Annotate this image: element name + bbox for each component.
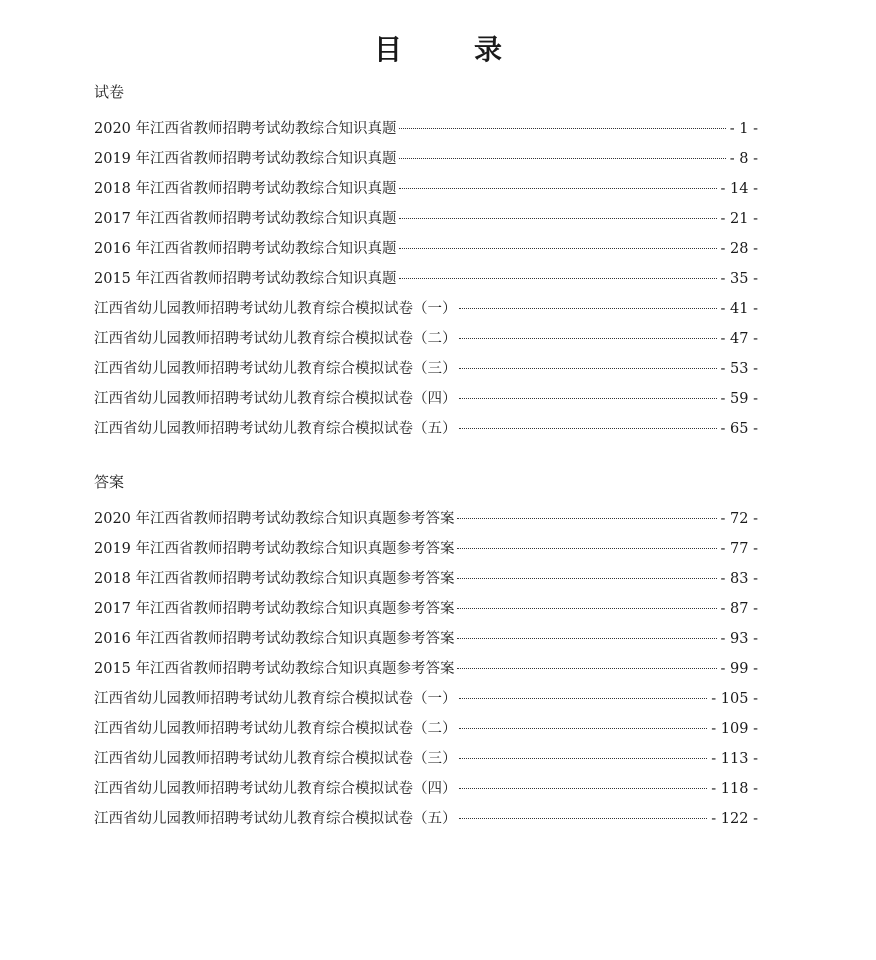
dot-leader xyxy=(399,248,717,249)
toc-page-number: - 59 - xyxy=(720,391,758,407)
toc-entry[interactable] xyxy=(94,564,758,594)
toc-page-number: - 53 - xyxy=(720,361,758,377)
toc-entry-title: 2015 年江西省教师招聘考试幼教综合知识真题 xyxy=(94,271,397,287)
toc-entry[interactable] xyxy=(94,684,758,714)
dot-leader xyxy=(457,548,717,549)
toc-page-number: - 77 - xyxy=(720,541,758,557)
dot-leader xyxy=(459,308,717,309)
toc-entry[interactable] xyxy=(94,174,758,204)
toc-entry[interactable] xyxy=(94,234,758,264)
dot-leader xyxy=(399,218,717,219)
toc-entry[interactable] xyxy=(94,774,758,804)
toc-entry-title: 江西省幼儿园教师招聘考试幼儿教育综合模拟试卷（一） xyxy=(94,301,457,317)
toc-page-number: - 118 - xyxy=(711,781,758,797)
toc-entry[interactable] xyxy=(94,354,758,384)
dot-leader xyxy=(457,608,717,609)
toc-entry-title: 2020 年江西省教师招聘考试幼教综合知识真题 xyxy=(94,121,397,137)
toc-entry-title: 2017 年江西省教师招聘考试幼教综合知识真题参考答案 xyxy=(94,601,455,617)
dot-leader xyxy=(459,368,717,369)
dot-leader xyxy=(457,518,717,519)
toc-entry-title: 2019 年江西省教师招聘考试幼教综合知识真题 xyxy=(94,151,397,167)
toc-entry-title: 江西省幼儿园教师招聘考试幼儿教育综合模拟试卷（二） xyxy=(94,721,457,737)
dot-leader xyxy=(457,638,717,639)
toc-entry[interactable] xyxy=(94,654,758,684)
dot-leader xyxy=(459,818,708,819)
toc-entry[interactable] xyxy=(94,204,758,234)
toc-entry[interactable] xyxy=(94,324,758,354)
dot-leader xyxy=(459,338,717,339)
toc-entry[interactable] xyxy=(94,624,758,654)
toc-entry-title: 2020 年江西省教师招聘考试幼教综合知识真题参考答案 xyxy=(94,511,455,527)
toc-entry-title: 江西省幼儿园教师招聘考试幼儿教育综合模拟试卷（四） xyxy=(94,781,457,797)
toc-page-number: - 93 - xyxy=(720,631,758,647)
toc-page-number: - 1 - xyxy=(729,121,758,137)
toc-page-number: - 28 - xyxy=(720,241,758,257)
toc-entry-title: 江西省幼儿园教师招聘考试幼儿教育综合模拟试卷（一） xyxy=(94,691,457,707)
toc-entry-title: 2016 年江西省教师招聘考试幼教综合知识真题参考答案 xyxy=(94,631,455,647)
toc-entry[interactable] xyxy=(94,594,758,624)
toc-page-number: - 109 - xyxy=(711,721,758,737)
section-heading: 试卷 xyxy=(94,83,125,101)
toc-entry[interactable] xyxy=(94,114,758,144)
toc-entry[interactable] xyxy=(94,744,758,774)
dot-leader xyxy=(459,758,708,759)
toc-entry-title: 江西省幼儿园教师招聘考试幼儿教育综合模拟试卷（二） xyxy=(94,331,457,347)
toc-entry[interactable] xyxy=(94,414,758,444)
toc-page-number: - 21 - xyxy=(720,211,758,227)
toc-entry[interactable] xyxy=(94,534,758,564)
toc-list xyxy=(94,504,758,834)
toc-page-number: - 99 - xyxy=(720,661,758,677)
toc-entry-title: 江西省幼儿园教师招聘考试幼儿教育综合模拟试卷（五） xyxy=(94,421,457,437)
toc-page-number: - 65 - xyxy=(720,421,758,437)
toc-entry-title: 江西省幼儿园教师招聘考试幼儿教育综合模拟试卷（三） xyxy=(94,361,457,377)
dot-leader xyxy=(399,278,717,279)
toc-entry-title: 江西省幼儿园教师招聘考试幼儿教育综合模拟试卷（四） xyxy=(94,391,457,407)
toc-entry-title: 2018 年江西省教师招聘考试幼教综合知识真题参考答案 xyxy=(94,571,455,587)
toc-page-number: - 87 - xyxy=(720,601,758,617)
dot-leader xyxy=(457,668,717,669)
section-heading: 答案 xyxy=(94,473,125,491)
toc-page-number: - 105 - xyxy=(711,691,758,707)
section-papers xyxy=(94,80,758,444)
toc-page-number: - 72 - xyxy=(720,511,758,527)
dot-leader xyxy=(459,698,708,699)
toc-entry-title: 2019 年江西省教师招聘考试幼教综合知识真题参考答案 xyxy=(94,541,455,557)
toc-entry[interactable] xyxy=(94,504,758,534)
toc-page-number: - 47 - xyxy=(720,331,758,347)
toc-page-number: - 35 - xyxy=(720,271,758,287)
dot-leader xyxy=(459,728,708,729)
toc-entry[interactable] xyxy=(94,294,758,324)
toc-page-number: - 14 - xyxy=(720,181,758,197)
dot-leader xyxy=(399,188,717,189)
dot-leader xyxy=(459,428,717,429)
toc-entry[interactable] xyxy=(94,264,758,294)
toc-page-number: - 8 - xyxy=(729,151,758,167)
toc-entry-title: 江西省幼儿园教师招聘考试幼儿教育综合模拟试卷（五） xyxy=(94,811,457,827)
dot-leader xyxy=(399,128,726,129)
toc-entry-title: 2016 年江西省教师招聘考试幼教综合知识真题 xyxy=(94,241,397,257)
dot-leader xyxy=(457,578,717,579)
page-title: 目 录 xyxy=(373,33,524,66)
dot-leader xyxy=(459,788,708,789)
toc-entry-title: 2017 年江西省教师招聘考试幼教综合知识真题 xyxy=(94,211,397,227)
toc-page-number: - 41 - xyxy=(720,301,758,317)
toc-page-number: - 122 - xyxy=(711,811,758,827)
dot-leader xyxy=(399,158,726,159)
toc-entry[interactable] xyxy=(94,714,758,744)
toc-entry-title: 2015 年江西省教师招聘考试幼教综合知识真题参考答案 xyxy=(94,661,455,677)
toc-entry[interactable] xyxy=(94,384,758,414)
toc-page-number: - 83 - xyxy=(720,571,758,587)
toc-entry[interactable] xyxy=(94,804,758,834)
toc-entry-title: 2018 年江西省教师招聘考试幼教综合知识真题 xyxy=(94,181,397,197)
toc-list xyxy=(94,114,758,444)
dot-leader xyxy=(459,398,717,399)
section-answers xyxy=(94,470,758,834)
toc-page-number: - 113 - xyxy=(711,751,758,767)
toc-entry[interactable] xyxy=(94,144,758,174)
toc-entry-title: 江西省幼儿园教师招聘考试幼儿教育综合模拟试卷（三） xyxy=(94,751,457,767)
